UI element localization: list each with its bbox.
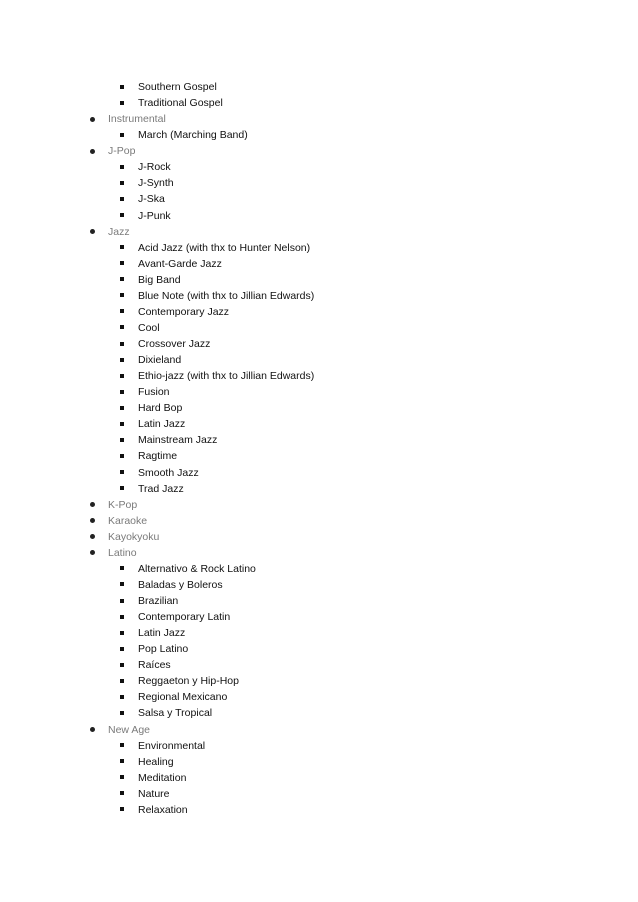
subitem-label: Trad Jazz bbox=[138, 482, 184, 495]
genre-category bbox=[0, 722, 638, 738]
square-bullet-icon bbox=[120, 663, 124, 667]
genre-subitem bbox=[0, 400, 638, 416]
genre-category bbox=[0, 143, 638, 159]
square-bullet-icon bbox=[120, 181, 124, 185]
subitem-label: J-Punk bbox=[138, 209, 171, 222]
square-bullet-icon bbox=[120, 358, 124, 362]
square-bullet-icon bbox=[120, 438, 124, 442]
square-bullet-icon bbox=[120, 374, 124, 378]
square-bullet-icon bbox=[120, 454, 124, 458]
square-bullet-icon bbox=[120, 807, 124, 811]
genre-subitem bbox=[0, 208, 638, 224]
square-bullet-icon bbox=[120, 647, 124, 651]
genre-subitem bbox=[0, 159, 638, 175]
square-bullet-icon bbox=[120, 695, 124, 699]
round-bullet-icon bbox=[90, 149, 95, 154]
genre-subitem bbox=[0, 577, 638, 593]
subitem-label: Fusion bbox=[138, 386, 170, 399]
genre-subitem bbox=[0, 625, 638, 641]
square-bullet-icon bbox=[120, 582, 124, 586]
subitem-label: Contemporary Jazz bbox=[138, 305, 230, 318]
square-bullet-icon bbox=[120, 406, 124, 410]
genre-subitem bbox=[0, 240, 638, 256]
genre-subitem bbox=[0, 609, 638, 625]
square-bullet-icon bbox=[120, 165, 124, 169]
square-bullet-icon bbox=[120, 261, 124, 265]
genre-subitem bbox=[0, 175, 638, 191]
subitem-label: Meditation bbox=[138, 771, 187, 784]
category-label: New Age bbox=[108, 723, 151, 736]
genre-subitem bbox=[0, 770, 638, 786]
genre-subitem bbox=[0, 320, 638, 336]
round-bullet-icon bbox=[90, 117, 95, 122]
subitem-label: Contemporary Latin bbox=[138, 611, 231, 624]
square-bullet-icon bbox=[120, 679, 124, 683]
genre-subitem bbox=[0, 754, 638, 770]
subitem-label: Traditional Gospel bbox=[138, 97, 223, 110]
square-bullet-icon bbox=[120, 213, 124, 217]
subitem-label: J-Synth bbox=[138, 177, 174, 190]
genre-subitem bbox=[0, 336, 638, 352]
genre-subitem bbox=[0, 416, 638, 432]
genre-subitem bbox=[0, 304, 638, 320]
square-bullet-icon bbox=[120, 743, 124, 747]
category-label: Kayokyoku bbox=[108, 530, 160, 543]
subitem-label: Salsa y Tropical bbox=[138, 707, 213, 720]
genre-subitem bbox=[0, 689, 638, 705]
subitem-label: Relaxation bbox=[138, 803, 188, 816]
square-bullet-icon bbox=[120, 277, 124, 281]
square-bullet-icon bbox=[120, 309, 124, 313]
genre-subitem bbox=[0, 448, 638, 464]
subitem-label: Crossover Jazz bbox=[138, 338, 211, 350]
genre-subitem bbox=[0, 256, 638, 272]
subitem-label: Brazilian bbox=[138, 595, 179, 607]
subitem-label: Pop Latino bbox=[138, 643, 189, 656]
category-label: Instrumental bbox=[108, 113, 166, 126]
subitem-label: Baladas y Boleros bbox=[138, 578, 223, 591]
category-label: Jazz bbox=[108, 225, 130, 238]
genre-subitem bbox=[0, 705, 638, 721]
subitem-label: Alternativo & Rock Latino bbox=[138, 562, 256, 575]
genre-subitem bbox=[0, 561, 638, 577]
genre-category bbox=[0, 497, 638, 513]
subitem-label: Environmental bbox=[138, 739, 206, 752]
square-bullet-icon bbox=[120, 566, 124, 570]
square-bullet-icon bbox=[120, 759, 124, 763]
genre-subitem bbox=[0, 657, 638, 673]
genre-subitem bbox=[0, 673, 638, 689]
square-bullet-icon bbox=[120, 101, 124, 105]
square-bullet-icon bbox=[120, 486, 124, 490]
subitem-label: Ethio-jazz (with thx to Jillian Edwards) bbox=[138, 370, 315, 383]
subitem-label: Avant-Garde Jazz bbox=[138, 257, 222, 270]
square-bullet-icon bbox=[120, 470, 124, 474]
square-bullet-icon bbox=[120, 631, 124, 635]
square-bullet-icon bbox=[120, 133, 124, 137]
square-bullet-icon bbox=[120, 615, 124, 619]
genre-category bbox=[0, 513, 638, 529]
subitem-label: Healing bbox=[138, 755, 174, 768]
genre-subitem bbox=[0, 593, 638, 609]
genre-subitem bbox=[0, 95, 638, 111]
subitem-label: Big Band bbox=[138, 273, 181, 286]
genre-subitem bbox=[0, 481, 638, 497]
genre-category bbox=[0, 529, 638, 545]
genre-subitem bbox=[0, 432, 638, 448]
square-bullet-icon bbox=[120, 197, 124, 201]
subitem-label: Hard Bop bbox=[138, 402, 183, 415]
square-bullet-icon bbox=[120, 85, 124, 89]
genre-subitem bbox=[0, 641, 638, 657]
genre-list bbox=[0, 79, 638, 818]
category-label: Karaoke bbox=[108, 514, 148, 527]
genre-subitem bbox=[0, 802, 638, 818]
square-bullet-icon bbox=[120, 293, 124, 297]
square-bullet-icon bbox=[120, 342, 124, 346]
genre-category bbox=[0, 111, 638, 127]
subitem-label: Cool bbox=[138, 321, 160, 334]
round-bullet-icon bbox=[90, 502, 95, 507]
genre-subitem bbox=[0, 368, 638, 384]
subitem-label: Southern Gospel bbox=[138, 81, 217, 93]
genre-category bbox=[0, 545, 638, 561]
subitem-label: Reggaeton y Hip-Hop bbox=[138, 675, 239, 688]
subitem-label: Regional Mexicano bbox=[138, 691, 228, 704]
round-bullet-icon bbox=[90, 229, 95, 234]
subitem-label: Ragtime bbox=[138, 450, 178, 463]
genre-subitem bbox=[0, 127, 638, 143]
genre-subitem bbox=[0, 384, 638, 400]
genre-subitem bbox=[0, 288, 638, 304]
square-bullet-icon bbox=[120, 711, 124, 715]
square-bullet-icon bbox=[120, 775, 124, 779]
square-bullet-icon bbox=[120, 245, 124, 249]
round-bullet-icon bbox=[90, 550, 95, 555]
subitem-label: Blue Note (with thx to Jillian Edwards) bbox=[138, 289, 315, 302]
subitem-label: Dixieland bbox=[138, 354, 182, 367]
square-bullet-icon bbox=[120, 791, 124, 795]
subitem-label: Nature bbox=[138, 787, 170, 800]
genre-subitem bbox=[0, 272, 638, 288]
subitem-label: Acid Jazz (with thx to Hunter Nelson) bbox=[138, 241, 311, 254]
subitem-label: Raíces bbox=[138, 659, 171, 672]
square-bullet-icon bbox=[120, 422, 124, 426]
genre-subitem bbox=[0, 465, 638, 481]
category-label: K-Pop bbox=[108, 498, 138, 511]
genre-subitem bbox=[0, 79, 638, 95]
category-label: Latino bbox=[108, 546, 137, 559]
genre-subitem bbox=[0, 191, 638, 207]
subitem-label: J-Rock bbox=[138, 161, 171, 174]
subitem-label: March (Marching Band) bbox=[138, 129, 248, 142]
round-bullet-icon bbox=[90, 727, 95, 732]
genre-subitem bbox=[0, 352, 638, 368]
square-bullet-icon bbox=[120, 599, 124, 603]
square-bullet-icon bbox=[120, 325, 124, 329]
genre-subitem bbox=[0, 786, 638, 802]
category-label: J-Pop bbox=[108, 145, 136, 158]
genre-subitem bbox=[0, 738, 638, 754]
round-bullet-icon bbox=[90, 518, 95, 523]
subitem-label: Latin Jazz bbox=[138, 627, 186, 640]
subitem-label: Smooth Jazz bbox=[138, 466, 199, 479]
round-bullet-icon bbox=[90, 534, 95, 539]
subitem-label: Latin Jazz bbox=[138, 418, 186, 431]
square-bullet-icon bbox=[120, 390, 124, 394]
genre-category bbox=[0, 224, 638, 240]
subitem-label: J-Ska bbox=[138, 193, 165, 206]
subitem-label: Mainstream Jazz bbox=[138, 434, 218, 447]
